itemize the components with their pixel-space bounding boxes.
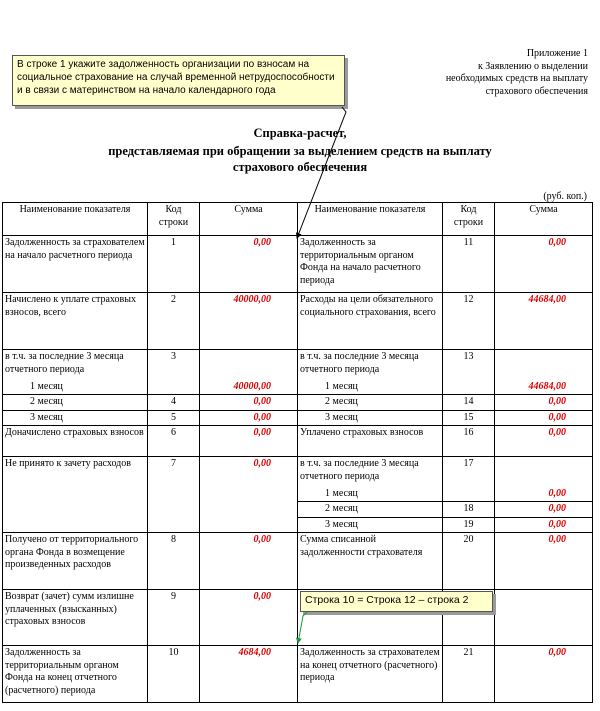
cell-sum xyxy=(495,590,593,646)
cell-sum xyxy=(200,350,298,380)
cell-name: Возврат (зачет) сумм излишне уплаченных (взысканных) страховых взносов xyxy=(3,590,148,646)
cell-code xyxy=(443,487,495,502)
calc-table xyxy=(2,202,593,703)
table-row xyxy=(3,426,593,457)
hint-callout-top: В строке 1 укажите задолженность организации по взносам на социальное страхование на случай временной нетрудоспособности и в связи с материнством на начало календарного года xyxy=(12,55,345,106)
cell-name: 2 месяц xyxy=(298,502,443,518)
cell-name: в т.ч. за последние 3 месяца отчетного периода xyxy=(298,350,443,380)
cell-sum: 0,00 xyxy=(200,590,298,646)
cell-sum: 0,00 xyxy=(495,236,593,293)
col-header-name: Наименование показателя xyxy=(3,203,148,236)
cell-code: 11 xyxy=(443,236,495,293)
table-row xyxy=(3,590,593,646)
table-row xyxy=(3,293,593,350)
cell-name: Получено от территориального органа Фонда в возмещение произведенных расходов xyxy=(3,533,148,590)
cell-sum: 0,00 xyxy=(495,395,593,411)
cell-name: 2 месяц xyxy=(298,395,443,411)
header-row xyxy=(3,203,593,236)
cell-name: 3 месяц xyxy=(298,517,443,533)
cell-sum: 0,00 xyxy=(200,426,298,457)
appendix-note xyxy=(418,48,588,98)
cell-sum: 40000,00 xyxy=(200,380,298,395)
cell-code xyxy=(148,380,200,395)
cell-code: 9 xyxy=(148,590,200,646)
table-row xyxy=(3,533,593,590)
doc-subtitle: представляемая при обращении за выделением средств на выплату xyxy=(108,144,492,158)
cell-name: 2 месяц xyxy=(3,395,148,411)
cell-name: Задолженность за страхователем на конец отчетного (расчетного) периода xyxy=(298,646,443,703)
table-row xyxy=(3,395,593,411)
cell-code: 16 xyxy=(443,426,495,457)
cell-name: Не принято к зачету расходов xyxy=(3,457,148,533)
cell-code: 5 xyxy=(148,410,200,426)
cell-sum: 0,00 xyxy=(200,457,298,533)
cell-code: 19 xyxy=(443,517,495,533)
appendix-line: необходимых средств на выплату xyxy=(445,73,588,84)
cell-code: 14 xyxy=(443,395,495,411)
cell-code: 4 xyxy=(148,395,200,411)
cell-name: Уплачено страховых взносов xyxy=(298,426,443,457)
table-row xyxy=(3,457,593,487)
hint-callout-bottom: Строка 10 = Строка 12 – строка 2 xyxy=(300,591,493,612)
cell-sum: 0,00 xyxy=(495,646,593,703)
cell-code: 18 xyxy=(443,502,495,518)
cell-sum: 0,00 xyxy=(200,395,298,411)
cell-code: 12 xyxy=(443,293,495,350)
cell-code: 20 xyxy=(443,533,495,590)
appendix-line: страхового обеспечения xyxy=(485,85,588,97)
cell-sum: 4684,00 xyxy=(200,646,298,703)
cell-sum xyxy=(495,350,593,380)
cell-sum: 0,00 xyxy=(200,410,298,426)
cell-name: 1 месяц xyxy=(298,380,443,395)
cell-name: 3 месяц xyxy=(298,410,443,426)
cell-name: в т.ч. за последние 3 месяца отчетного периода xyxy=(3,350,148,380)
cell-name: Сумма списанной задолженности страхователя xyxy=(298,533,443,590)
cell-name: 1 месяц xyxy=(3,380,148,395)
cell-sum: 0,00 xyxy=(495,533,593,590)
cell-code: 3 xyxy=(148,350,200,380)
cell-code: 10 xyxy=(148,646,200,703)
cell-code: 13 xyxy=(443,350,495,380)
col-header-code: Код строки xyxy=(443,203,495,236)
cell-sum: 0,00 xyxy=(495,426,593,457)
cell-code: 6 xyxy=(148,426,200,457)
cell-name: Расходы на цели обязательного социального страхования, всего xyxy=(298,293,443,350)
cell-name: 1 месяц xyxy=(298,487,443,502)
cell-sum: 0,00 xyxy=(200,236,298,293)
col-header-name: Наименование показателя xyxy=(298,203,443,236)
cell-name: в т.ч. за последние 3 месяца отчетного периода xyxy=(298,457,443,487)
cell-code: 1 xyxy=(148,236,200,293)
table-row xyxy=(3,380,593,395)
table-row xyxy=(3,410,593,426)
cell-code: 15 xyxy=(443,410,495,426)
table-row xyxy=(3,646,593,703)
doc-title: Справка-расчет, xyxy=(253,126,347,140)
cell-sum: 0,00 xyxy=(495,487,593,502)
cell-sum: 0,00 xyxy=(495,502,593,518)
col-header-sum: Сумма xyxy=(200,203,298,236)
cell-sum xyxy=(495,457,593,487)
cell-name: Доначислено страховых взносов xyxy=(3,426,148,457)
cell-name: Задолженность за территориальным органом Фонда на конец отчетного (расчетного) периода xyxy=(3,646,148,703)
cell-sum: 44684,00 xyxy=(495,293,593,350)
col-header-sum: Сумма xyxy=(495,203,593,236)
cell-name: 3 месяц xyxy=(3,410,148,426)
col-header-code: Код строки xyxy=(148,203,200,236)
cell-sum: 0,00 xyxy=(495,517,593,533)
units-label: (руб. коп.) xyxy=(543,191,587,202)
appendix-line: к Заявлению о выделении xyxy=(477,60,588,72)
cell-code: 8 xyxy=(148,533,200,590)
cell-code: 17 xyxy=(443,457,495,487)
cell-code: 2 xyxy=(148,293,200,350)
cell-sum: 44684,00 xyxy=(495,380,593,395)
table-row xyxy=(3,350,593,380)
cell-name: Задолженность за территориальным органом Фонда на начало расчетного периода xyxy=(298,236,443,293)
cell-name: Задолженность за страхователем на начало расчетного периода xyxy=(3,236,148,293)
cell-name: Начислено к уплате страховых взносов, всего xyxy=(3,293,148,350)
cell-sum: 40000,00 xyxy=(200,293,298,350)
appendix-line: Приложение 1 xyxy=(526,48,588,59)
cell-sum: 0,00 xyxy=(200,533,298,590)
table-row xyxy=(3,236,593,293)
cell-code xyxy=(443,380,495,395)
cell-code: 7 xyxy=(148,457,200,533)
doc-subtitle-2: страхового обеспечения xyxy=(232,160,368,174)
cell-sum: 0,00 xyxy=(495,410,593,426)
cell-code: 21 xyxy=(443,646,495,703)
